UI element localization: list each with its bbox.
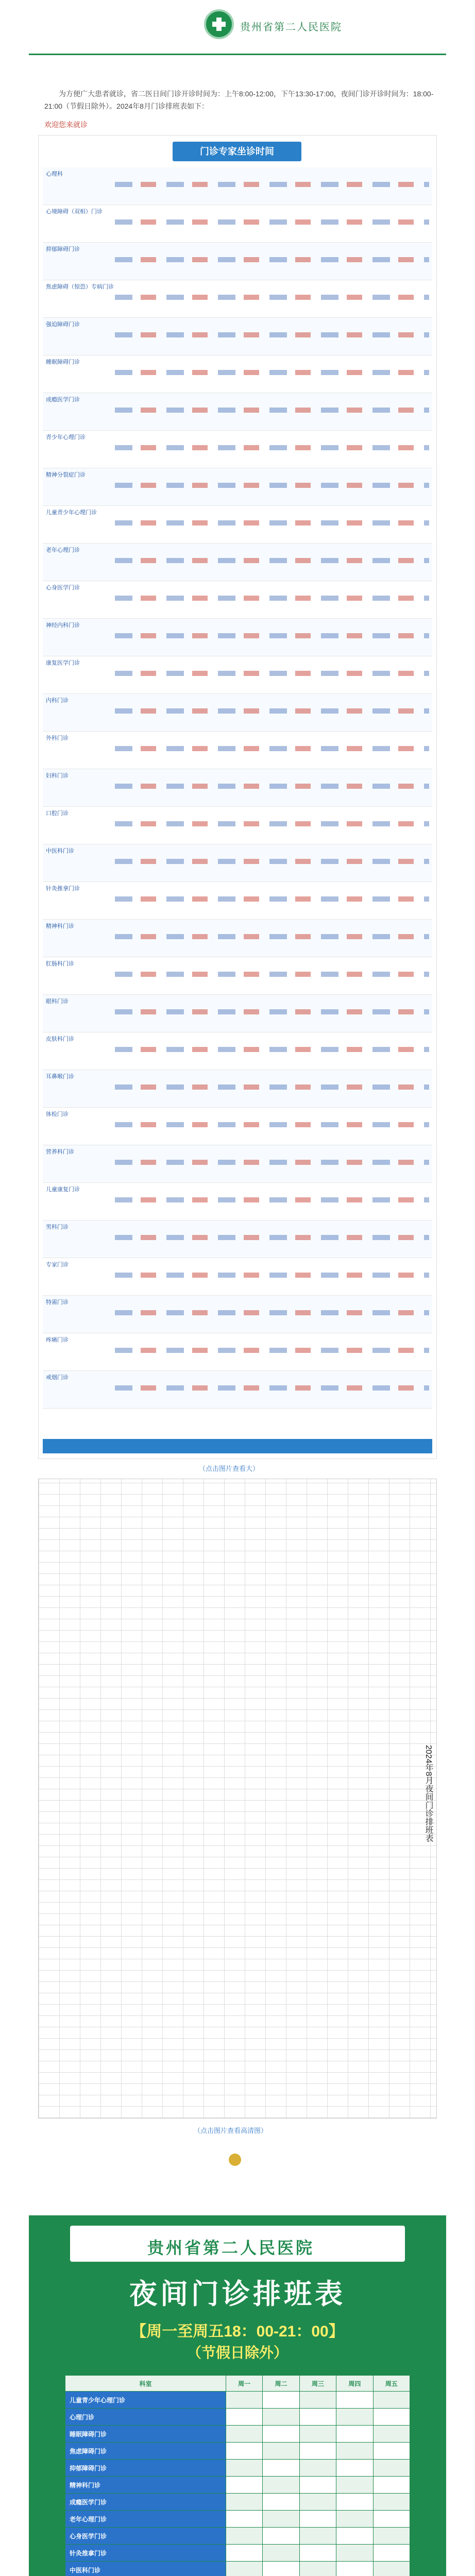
schedule-row <box>43 732 432 769</box>
schedule-row-label: 专家门诊 <box>46 1262 69 1268</box>
schedule-row-cells <box>115 1047 429 1052</box>
poster-cell <box>226 2511 262 2528</box>
schedule-row <box>43 544 432 581</box>
poster-cell <box>299 2392 336 2409</box>
schedule-row-cells <box>115 219 429 225</box>
poster-cell <box>263 2562 299 2576</box>
schedule-row <box>43 318 432 355</box>
schedule-row-cells <box>115 1084 429 1090</box>
schedule-row-label: 儿童康复门诊 <box>46 1187 80 1193</box>
poster-table-row <box>65 2443 410 2460</box>
schedule-row-label: 妇科门诊 <box>46 773 69 779</box>
schedule-row-cells <box>115 633 429 638</box>
intro-text: 为方便广大患者就诊，省二医日间门诊开诊时间为：上午8:00-12:00，下午13:30-17:00，夜间门诊开诊时间为：18:00-21:00（节假日除外）。2024年8月门诊排班表如下： <box>44 90 434 110</box>
poster-dept: 成瘾医学门诊 <box>65 2494 226 2511</box>
poster-cell <box>336 2494 373 2511</box>
poster-cell <box>373 2494 410 2511</box>
poster-dept: 针灸推拿门诊 <box>65 2545 226 2562</box>
schedule-row <box>43 694 432 732</box>
poster-cell <box>263 2460 299 2477</box>
poster-cell <box>373 2426 410 2443</box>
schedule-row-label: 强迫障碍门诊 <box>46 321 80 328</box>
poster-cell <box>226 2562 262 2576</box>
poster-table-row <box>65 2511 410 2528</box>
poster-cell <box>373 2528 410 2545</box>
night-clinic-poster <box>29 2215 446 2576</box>
poster-holiday: （节假日除外） <box>186 2345 288 2361</box>
poster-cell <box>226 2545 262 2562</box>
poster-table-row <box>65 2477 410 2494</box>
schedule-row <box>43 1145 432 1183</box>
poster-hospital: 贵州省第二人民医院 <box>147 2239 315 2257</box>
schedule-row-cells <box>115 1160 429 1165</box>
page <box>29 0 446 2576</box>
poster-table-row <box>65 2528 410 2545</box>
poster-table-row <box>65 2460 410 2477</box>
poster-cell <box>299 2443 336 2460</box>
poster-table-header: 科室 <box>65 2376 226 2392</box>
poster-dept: 焦虑障碍门诊 <box>65 2443 226 2460</box>
schedule-row-cells <box>115 1235 429 1240</box>
schedule-row <box>43 1296 432 1333</box>
poster-dept: 抑郁障碍门诊 <box>65 2460 226 2477</box>
poster-cell <box>299 2511 336 2528</box>
poster-header <box>70 2226 405 2262</box>
poster-cell <box>226 2477 262 2494</box>
schedule-row-cells <box>115 1310 429 1315</box>
poster-cell <box>336 2511 373 2528</box>
schedule-row-cells <box>115 408 429 413</box>
schedule-row-cells <box>115 859 429 864</box>
schedule-row-label: 针灸推拿门诊 <box>46 886 80 892</box>
poster-cell <box>263 2528 299 2545</box>
poster-cell <box>373 2443 410 2460</box>
poster-cell <box>226 2460 262 2477</box>
schedule-row <box>43 1108 432 1145</box>
schedule-row <box>43 920 432 957</box>
schedule-row-label: 外科门诊 <box>46 735 69 741</box>
schedule-row-label: 戒烟门诊 <box>46 1375 69 1381</box>
poster-hours: 【周一至周五18：00-21：00】 <box>131 2323 344 2340</box>
schedule-row <box>43 1258 432 1296</box>
schedule-row-label: 耳鼻喉门诊 <box>46 1074 74 1080</box>
schedule-row-label: 心境障碍（双相）门诊 <box>46 209 103 215</box>
schedule-row <box>43 844 432 882</box>
poster-cell <box>263 2494 299 2511</box>
poster-cell <box>226 2443 262 2460</box>
schedule-row-label: 康复医学门诊 <box>46 660 80 666</box>
schedule-row <box>43 1070 432 1108</box>
grid-side-title: 2024年8月夜间门诊排班表 <box>424 1744 433 1842</box>
hospital-logo-icon <box>204 9 234 39</box>
schedule-row-label: 神经内科门诊 <box>46 622 80 629</box>
poster-cell <box>299 2460 336 2477</box>
grid-caption: （点击图片查看高清图） <box>194 2127 268 2134</box>
poster-cell <box>263 2443 299 2460</box>
schedule-row-label: 青少年心理门诊 <box>46 434 86 440</box>
poster-table-header: 周三 <box>299 2376 336 2392</box>
poster-dept: 睡眠障碍门诊 <box>65 2426 226 2443</box>
schedule-row-cells <box>115 821 429 826</box>
poster-cell <box>263 2545 299 2562</box>
schedule-row-cells <box>115 370 429 375</box>
schedule-row-label: 体检门诊 <box>46 1111 69 1117</box>
poster-cell <box>226 2426 262 2443</box>
schedule-row <box>43 1032 432 1070</box>
poster-title: 夜间门诊排班表 <box>129 2279 346 2310</box>
schedule-row-cells <box>115 596 429 601</box>
schedule-row-cells <box>115 1122 429 1127</box>
schedule-row-label: 老年心理门诊 <box>46 547 80 553</box>
schedule-row-label: 焦虑障碍（惊恐）专病门诊 <box>46 284 114 290</box>
schedule-row-label: 成瘾医学门诊 <box>46 397 80 403</box>
header <box>29 0 446 55</box>
schedule-row-label: 男科门诊 <box>46 1224 69 1230</box>
hospital-name: 贵州省第二人民医院 <box>240 21 342 33</box>
poster-table-header: 周一 <box>226 2376 262 2392</box>
schedule-row <box>43 1333 432 1371</box>
schedule-row-cells <box>115 332 429 337</box>
poster-dept: 心身医学门诊 <box>65 2528 226 2545</box>
poster-cell <box>263 2392 299 2409</box>
poster-cell <box>263 2426 299 2443</box>
schedule-row-cells <box>115 445 429 450</box>
poster-dept: 儿童青少年心理门诊 <box>65 2392 226 2409</box>
schedule-caption: （点击图片查看大） <box>199 1465 260 1472</box>
poster-cell <box>373 2562 410 2576</box>
schedule-row <box>43 506 432 544</box>
schedule-row <box>43 1183 432 1221</box>
schedule-row-label: 精神分裂症门诊 <box>46 472 86 478</box>
schedule-row-cells <box>115 934 429 939</box>
poster-cell <box>336 2409 373 2426</box>
poster-cell <box>299 2409 336 2426</box>
poster-cell <box>336 2562 373 2576</box>
schedule-row-cells <box>115 520 429 526</box>
schedule-row-cells <box>115 708 429 714</box>
schedule-row <box>43 807 432 844</box>
poster-cell <box>336 2392 373 2409</box>
schedule-row <box>43 995 432 1032</box>
schedule-row <box>43 468 432 506</box>
schedule-row-label: 儿童青少年心理门诊 <box>46 510 97 516</box>
poster-cell <box>336 2477 373 2494</box>
poster-cell <box>336 2426 373 2443</box>
poster-cell <box>226 2409 262 2426</box>
divider-dot-icon <box>229 2154 241 2166</box>
schedule-row-label: 口腔门诊 <box>46 810 69 817</box>
poster-cell <box>263 2477 299 2494</box>
schedule-row-label: 精神科门诊 <box>46 923 74 929</box>
poster-dept: 老年心理门诊 <box>65 2511 226 2528</box>
schedule-row-label: 疼痛门诊 <box>46 1337 69 1343</box>
poster-cell <box>373 2511 410 2528</box>
night-schedule-grid-image[interactable] <box>38 1479 437 2119</box>
schedule-row-cells <box>115 746 429 751</box>
schedule-row-cells <box>115 896 429 902</box>
schedule-row <box>43 656 432 694</box>
schedule-row-cells <box>115 1009 429 1014</box>
schedule-row-label: 心理科 <box>46 171 63 177</box>
schedule-row-cells <box>115 295 429 300</box>
intro-link[interactable]: 欢迎您来就诊 <box>44 121 88 129</box>
poster-cell <box>263 2409 299 2426</box>
schedule-row <box>43 167 432 205</box>
schedule-row <box>43 205 432 243</box>
poster-cell <box>336 2545 373 2562</box>
poster-cell <box>299 2494 336 2511</box>
poster-table-row <box>65 2409 410 2426</box>
poster-cell <box>263 2511 299 2528</box>
schedule-row-label: 营养科门诊 <box>46 1149 74 1155</box>
poster-cell <box>336 2443 373 2460</box>
poster-table-header: 周四 <box>336 2376 373 2392</box>
poster-cell <box>299 2545 336 2562</box>
poster-table-row <box>65 2392 410 2409</box>
poster-table-header: 周五 <box>373 2376 410 2392</box>
schedule-row-cells <box>115 671 429 676</box>
schedule-row-label: 眼科门诊 <box>46 998 69 1005</box>
poster-cell <box>299 2528 336 2545</box>
poster-table-row <box>65 2426 410 2443</box>
schedule-row-label: 皮肤科门诊 <box>46 1036 74 1042</box>
schedule-row <box>43 619 432 656</box>
poster-table-row <box>65 2562 410 2576</box>
schedule-row-cells <box>115 257 429 262</box>
schedule-row-label: 特需门诊 <box>46 1299 69 1306</box>
schedule-row-label: 抑郁障碍门诊 <box>46 246 80 252</box>
schedule-row <box>43 355 432 393</box>
schedule-footer-bar <box>43 1439 432 1453</box>
poster-cell <box>373 2460 410 2477</box>
schedule-row <box>43 1221 432 1258</box>
poster-cell <box>226 2528 262 2545</box>
schedule-row <box>43 882 432 920</box>
poster-table-row <box>65 2545 410 2562</box>
schedule-rows <box>43 167 432 1409</box>
schedule-row-label: 睡眠障碍门诊 <box>46 359 80 365</box>
poster-cell <box>299 2426 336 2443</box>
poster-dept: 精神科门诊 <box>65 2477 226 2494</box>
schedule-row-cells <box>115 972 429 977</box>
poster-table-row <box>65 2494 410 2511</box>
poster-cell <box>373 2409 410 2426</box>
poster-cell <box>299 2477 336 2494</box>
schedule-row-cells <box>115 1385 429 1391</box>
schedule-row <box>43 1371 432 1409</box>
schedule-title: 门诊专家坐诊时间 <box>173 142 301 161</box>
schedule-row <box>43 431 432 468</box>
poster-table <box>65 2375 410 2576</box>
schedule-row <box>43 393 432 431</box>
schedule-row-cells <box>115 558 429 563</box>
poster-table-header: 周二 <box>263 2376 299 2392</box>
schedule-row-cells <box>115 483 429 488</box>
poster-cell <box>336 2460 373 2477</box>
schedule-row-label: 中医科门诊 <box>46 848 74 854</box>
poster-dept: 中医科门诊 <box>65 2562 226 2576</box>
poster-cell <box>373 2477 410 2494</box>
poster-cell <box>373 2392 410 2409</box>
schedule-row-cells <box>115 1348 429 1353</box>
schedule-row <box>43 243 432 280</box>
schedule-row <box>43 581 432 619</box>
poster-cell <box>373 2545 410 2562</box>
schedule-image[interactable] <box>38 135 437 1459</box>
schedule-row-label: 肛肠科门诊 <box>46 961 74 967</box>
schedule-row-label: 心身医学门诊 <box>46 585 80 591</box>
schedule-row <box>43 957 432 995</box>
poster-dept: 心理门诊 <box>65 2409 226 2426</box>
poster-cell <box>226 2494 262 2511</box>
schedule-row <box>43 769 432 807</box>
poster-cell <box>299 2562 336 2576</box>
schedule-row-cells <box>115 1197 429 1202</box>
schedule-row <box>43 280 432 318</box>
schedule-row-cells <box>115 784 429 789</box>
poster-cell <box>336 2528 373 2545</box>
schedule-row-cells <box>115 1273 429 1278</box>
poster-cell <box>226 2392 262 2409</box>
schedule-row-label: 内科门诊 <box>46 698 69 704</box>
schedule-row-cells <box>115 182 429 187</box>
